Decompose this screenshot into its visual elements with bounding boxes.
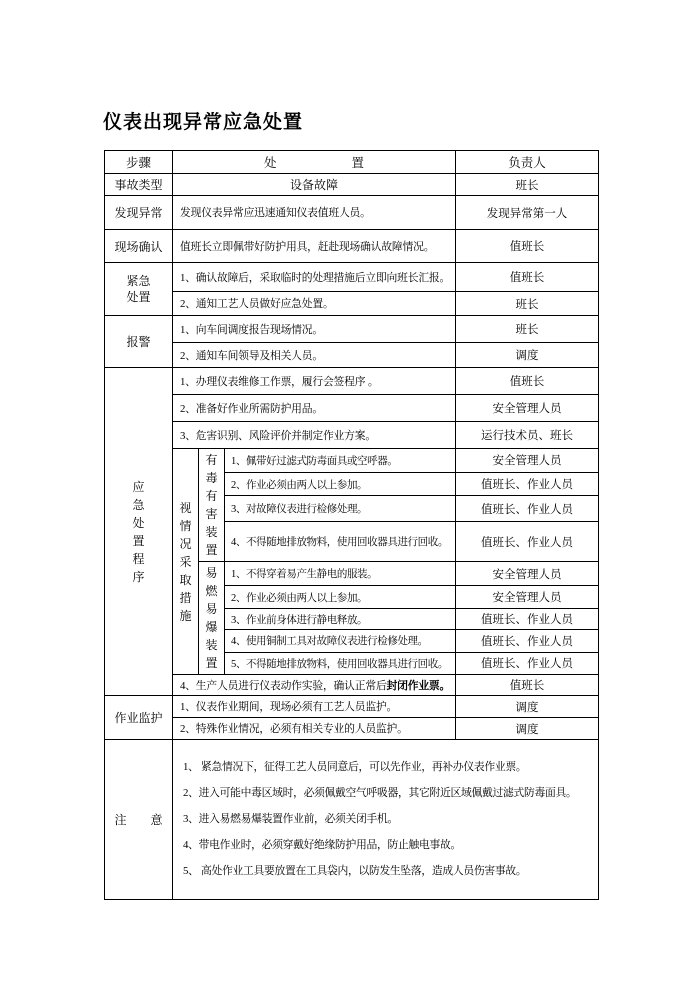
procedure-final-resp: 值班长	[456, 675, 599, 696]
header-responsible: 负责人	[456, 151, 599, 174]
discover-action: 发现仪表异常应迅速通知仪表值班人员。	[173, 196, 456, 230]
situational-measures-cell	[173, 449, 199, 675]
alarm-resp-1: 班长	[456, 316, 599, 343]
row-procedure-1	[105, 368, 599, 395]
row-emergency-2	[105, 292, 599, 316]
flammable-resp-2: 安全管理人员	[456, 586, 599, 608]
flammable-action-1: 1、不得穿着易产生静电的服装。	[225, 562, 456, 586]
flammable-action-5: 5、不得随地排放物料，使用回收器具进行回收。	[225, 652, 456, 674]
notes-content	[173, 740, 599, 900]
discover-resp: 发现异常第一人	[456, 196, 599, 230]
toxic-device-label: 有毒有害装置	[205, 453, 218, 557]
toxic-action-2: 2、作业必须由两人以上参加。	[225, 472, 456, 496]
procedure-resp-1: 值班长	[456, 368, 599, 395]
row-accident-type	[105, 174, 599, 196]
flammable-resp-3: 值班长、作业人员	[456, 608, 599, 629]
confirm-step: 现场确认	[105, 230, 173, 263]
procedure-final-action	[173, 675, 456, 696]
header-action: 处 置	[173, 151, 456, 174]
row-procedure-2	[105, 395, 599, 422]
alarm-action-2: 2、通知车间领导及相关人员。	[173, 343, 456, 368]
alarm-resp-2: 调度	[456, 343, 599, 368]
emergency-step	[105, 263, 173, 316]
row-procedure-final	[105, 675, 599, 696]
alarm-action-1: 1、向车间调度报告现场情况。	[173, 316, 456, 343]
flammable-action-2: 2、作业必须由两人以上参加。	[225, 586, 456, 608]
supervision-action-2: 2、特殊作业情况，必须有相关专业的人员监护。	[173, 718, 456, 740]
flammable-device-cell	[199, 562, 225, 675]
row-alarm-2	[105, 343, 599, 368]
toxic-action-1: 1、佩带好过滤式防毒面具或空呼器。	[225, 449, 456, 473]
note-item: 2、进入可能中毒区域时，必须佩戴空气呼吸器，其它附近区域佩戴过滤式防毒面具。	[183, 787, 577, 800]
emergency-action-2: 2、通知工艺人员做好应急处置。	[173, 292, 456, 316]
situational-measures-label: 视情况采取措施	[179, 500, 192, 623]
procedure-resp-2: 安全管理人员	[456, 395, 599, 422]
procedure-action-2: 2、准备好作业所需防护用品。	[173, 395, 456, 422]
confirm-action: 值班长立即佩带好防护用具，赶赴现场确认故障情况。	[173, 230, 456, 263]
row-procedure-3	[105, 422, 599, 449]
row-emergency-1	[105, 263, 599, 292]
accident-type-value: 设备故障	[173, 174, 456, 196]
row-alarm-1	[105, 316, 599, 343]
accident-type-step: 事故类型	[105, 174, 173, 196]
toxic-device-cell	[199, 449, 225, 562]
toxic-resp-2: 值班长、作业人员	[456, 472, 599, 496]
row-supervision-1	[105, 696, 599, 718]
row-supervision-2	[105, 718, 599, 740]
flammable-resp-5: 值班长、作业人员	[456, 652, 599, 674]
flammable-device-label: 易燃易爆装置	[205, 566, 218, 670]
alarm-step: 报警	[105, 316, 173, 368]
discover-step: 发现异常	[105, 196, 173, 230]
note-item: 3、进入易燃易爆装置作业前，必须关闭手机。	[183, 813, 399, 826]
supervision-step: 作业监护	[105, 696, 173, 740]
note-item: 5、 高处作业工具要放置在工具袋内，以防发生坠落，造成人员伤害事故。	[183, 864, 527, 877]
toxic-resp-4: 值班长、作业人员	[456, 522, 599, 562]
row-notes	[105, 740, 599, 900]
flammable-resp-1: 安全管理人员	[456, 562, 599, 586]
accident-type-resp: 班长	[456, 174, 599, 196]
emergency-step-label: 紧急处置	[126, 273, 151, 304]
notes-step: 注 意	[105, 740, 173, 900]
procedure-step	[105, 368, 173, 696]
flammable-resp-4: 值班长、作业人员	[456, 630, 599, 652]
toxic-action-4: 4、不得随地排放物料，使用回收器具进行回收。	[225, 522, 456, 562]
emergency-action-1: 1、确认故障后，采取临时的处理措施后立即向班长汇报。	[173, 263, 456, 292]
row-confirm	[105, 230, 599, 263]
row-toxic-1	[105, 449, 599, 473]
emergency-resp-2: 班长	[456, 292, 599, 316]
note-item: 4、带电作业时，必须穿戴好绝缘防护用品，防止触电事故。	[183, 838, 462, 851]
procedure-resp-3: 运行技术员、班长	[456, 422, 599, 449]
row-discover	[105, 196, 599, 230]
toxic-action-3: 3、对故障仪表进行检修处理。	[225, 496, 456, 522]
emergency-response-table	[104, 150, 599, 900]
supervision-action-1: 1、仪表作业期间，现场必须有工艺人员监护。	[173, 696, 456, 718]
procedure-final-text: 4、生产人员进行仪表动作实验，确认正常后	[180, 679, 387, 692]
header-row	[105, 151, 599, 174]
procedure-final-text-bold: 封闭作业票。	[386, 679, 451, 692]
confirm-resp: 值班长	[456, 230, 599, 263]
toxic-resp-3: 值班长、作业人员	[456, 496, 599, 522]
header-step: 步骤	[105, 151, 173, 174]
page-title: 仪表出现异常应急处置	[103, 112, 304, 133]
procedure-action-1: 1、办理仪表维修工作票，履行会签程序 。	[173, 368, 456, 395]
flammable-action-3: 3、作业前身体进行静电释放。	[225, 608, 456, 629]
emergency-resp-1: 值班长	[456, 263, 599, 292]
procedure-step-label: 应急处置程序	[132, 479, 145, 584]
procedure-action-3: 3、危害识别、风险评价并制定作业方案。	[173, 422, 456, 449]
supervision-resp-2: 调度	[456, 718, 599, 740]
toxic-resp-1: 安全管理人员	[456, 449, 599, 473]
flammable-action-4: 4、使用铜制工具对故障仪表进行检修处理。	[225, 630, 456, 652]
note-item: 1、 紧急情况下，征得工艺人员同意后，可以先作业，再补办仪表作业票。	[183, 761, 527, 774]
supervision-resp-1: 调度	[456, 696, 599, 718]
